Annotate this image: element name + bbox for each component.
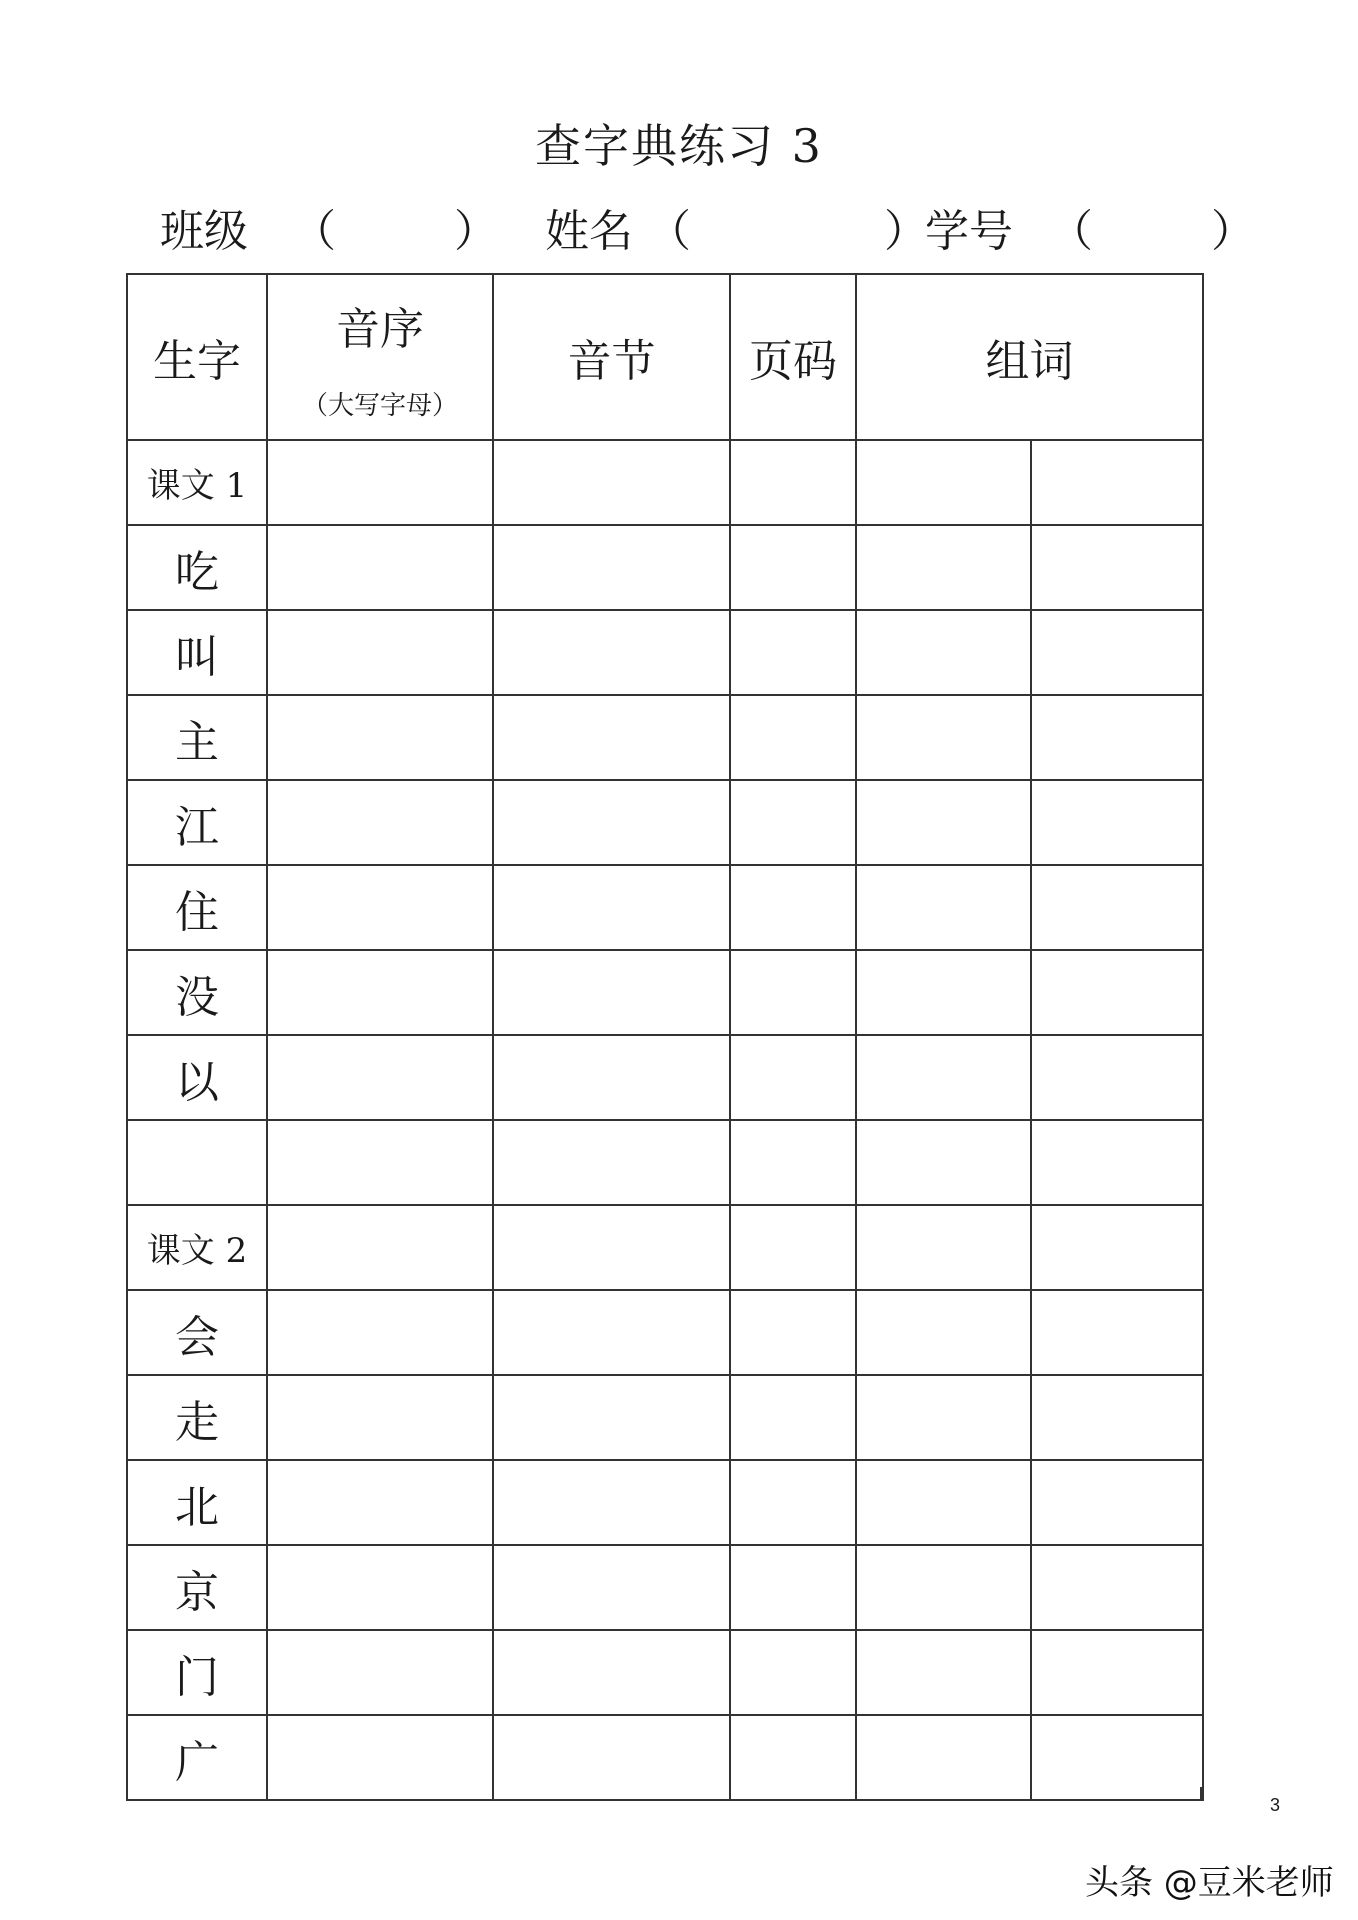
table-row xyxy=(127,525,1203,610)
worksheet-title: 查字典练习 3 xyxy=(535,119,823,173)
order-input-cell[interactable] xyxy=(267,440,493,525)
word-input-cell-2[interactable] xyxy=(1031,1205,1203,1290)
character-cell: 门 xyxy=(127,1630,267,1715)
word-input-cell-2[interactable] xyxy=(1031,440,1203,525)
page-input-cell[interactable] xyxy=(730,865,856,950)
page-input-cell[interactable] xyxy=(730,1375,856,1460)
table-row xyxy=(127,610,1203,695)
class-field xyxy=(160,195,498,259)
word-input-cell-1[interactable] xyxy=(856,865,1031,950)
character-cell xyxy=(127,1120,267,1205)
character-cell: 叫 xyxy=(127,610,267,695)
page-input-cell[interactable] xyxy=(730,1630,856,1715)
word-input-cell-1[interactable] xyxy=(856,525,1031,610)
page-input-cell[interactable] xyxy=(730,1035,856,1120)
syllable-input-cell[interactable] xyxy=(493,1460,730,1545)
page-input-cell[interactable] xyxy=(730,780,856,865)
number-label: 学号 xyxy=(925,206,1013,257)
word-input-cell-2[interactable] xyxy=(1031,525,1203,610)
syllable-input-cell[interactable] xyxy=(493,780,730,865)
table-row xyxy=(127,1120,1203,1205)
word-input-cell-1[interactable] xyxy=(856,1630,1031,1715)
lesson-label-cell: 课文 2 xyxy=(127,1205,267,1290)
page-input-cell[interactable] xyxy=(730,440,856,525)
table-row xyxy=(127,950,1203,1035)
word-input-cell-1[interactable] xyxy=(856,1290,1031,1375)
page-input-cell[interactable] xyxy=(730,695,856,780)
word-input-cell-1[interactable] xyxy=(856,780,1031,865)
order-input-cell[interactable] xyxy=(267,865,493,950)
page-input-cell[interactable] xyxy=(730,1290,856,1375)
word-input-cell-1[interactable] xyxy=(856,695,1031,780)
syllable-input-cell[interactable] xyxy=(493,695,730,780)
word-input-cell-1[interactable] xyxy=(856,1035,1031,1120)
word-input-cell-2[interactable] xyxy=(1031,1460,1203,1545)
character-cell: 吃 xyxy=(127,525,267,610)
syllable-input-cell[interactable] xyxy=(493,1290,730,1375)
order-input-cell[interactable] xyxy=(267,1290,493,1375)
syllable-input-cell[interactable] xyxy=(493,610,730,695)
table-row xyxy=(127,1630,1203,1715)
word-input-cell-1[interactable] xyxy=(856,950,1031,1035)
character-cell: 北 xyxy=(127,1460,267,1545)
table-tail-ticks xyxy=(126,1787,1202,1799)
order-input-cell[interactable] xyxy=(267,1035,493,1120)
order-input-cell[interactable] xyxy=(267,1375,493,1460)
table-row xyxy=(127,1035,1203,1120)
order-input-cell[interactable] xyxy=(267,1120,493,1205)
word-input-cell-1[interactable] xyxy=(856,610,1031,695)
word-input-cell-2[interactable] xyxy=(1031,610,1203,695)
word-input-cell-1[interactable] xyxy=(856,1205,1031,1290)
character-cell: 没 xyxy=(127,950,267,1035)
word-input-cell-1[interactable] xyxy=(856,1375,1031,1460)
word-input-cell-2[interactable] xyxy=(1031,1120,1203,1205)
page-input-cell[interactable] xyxy=(730,950,856,1035)
page-input-cell[interactable] xyxy=(730,1120,856,1205)
word-input-cell-2[interactable] xyxy=(1031,1630,1203,1715)
name-field xyxy=(545,195,928,259)
page-input-cell[interactable] xyxy=(730,525,856,610)
word-input-cell-2[interactable] xyxy=(1031,1035,1203,1120)
watermark: 头条 @豆米老师 xyxy=(1085,1863,1334,1903)
character-cell: 会 xyxy=(127,1290,267,1375)
word-input-cell-1[interactable] xyxy=(856,1460,1031,1545)
header-order-note: （大写字母） xyxy=(301,390,458,421)
syllable-input-cell[interactable] xyxy=(493,1035,730,1120)
header-order: 音序 （大写字母） xyxy=(267,274,493,440)
syllable-input-cell[interactable] xyxy=(493,440,730,525)
order-input-cell[interactable] xyxy=(267,1545,493,1630)
syllable-input-cell[interactable] xyxy=(493,1205,730,1290)
word-input-cell-2[interactable] xyxy=(1031,695,1203,780)
page-input-cell[interactable] xyxy=(730,1205,856,1290)
class-open-paren: （ xyxy=(292,206,336,257)
table-row xyxy=(127,695,1203,780)
syllable-input-cell[interactable] xyxy=(493,1545,730,1630)
table-row xyxy=(127,1460,1203,1545)
table-header-row xyxy=(127,274,1203,440)
word-input-cell-2[interactable] xyxy=(1031,1290,1203,1375)
header-page: 页码 xyxy=(730,274,856,440)
word-input-cell-2[interactable] xyxy=(1031,865,1203,950)
syllable-input-cell[interactable] xyxy=(493,1375,730,1460)
table-row xyxy=(127,780,1203,865)
word-input-cell-2[interactable] xyxy=(1031,950,1203,1035)
page-input-cell[interactable] xyxy=(730,1460,856,1545)
page-input-cell[interactable] xyxy=(730,610,856,695)
word-input-cell-2[interactable] xyxy=(1031,780,1203,865)
syllable-input-cell[interactable] xyxy=(493,950,730,1035)
word-input-cell-2[interactable] xyxy=(1031,1545,1203,1630)
name-open-paren: （ xyxy=(647,206,691,257)
table-row xyxy=(127,1205,1203,1290)
student-info-row xyxy=(160,195,1255,257)
name-label: 姓名 xyxy=(545,206,633,257)
syllable-input-cell[interactable] xyxy=(493,525,730,610)
character-cell: 京 xyxy=(127,1545,267,1630)
order-input-cell[interactable] xyxy=(267,610,493,695)
class-close-paren: ） xyxy=(454,206,498,257)
character-cell: 主 xyxy=(127,695,267,780)
character-cell: 广 xyxy=(127,1715,267,1800)
table-row xyxy=(127,1545,1203,1630)
lesson-label-cell: 课文 1 xyxy=(127,440,267,525)
page-input-cell[interactable] xyxy=(730,1545,856,1630)
order-input-cell[interactable] xyxy=(267,1205,493,1290)
number-close-paren: ） xyxy=(1211,206,1255,257)
character-cell: 以 xyxy=(127,1035,267,1120)
number-field xyxy=(925,195,1255,259)
header-char: 生字 xyxy=(127,274,267,440)
order-input-cell[interactable] xyxy=(267,950,493,1035)
header-syllable: 音节 xyxy=(493,274,730,440)
syllable-input-cell[interactable] xyxy=(493,1120,730,1205)
table-row xyxy=(127,1290,1203,1375)
syllable-input-cell[interactable] xyxy=(493,865,730,950)
word-input-cell-1[interactable] xyxy=(856,440,1031,525)
order-input-cell[interactable] xyxy=(267,695,493,780)
class-label: 班级 xyxy=(160,206,248,257)
table-row xyxy=(127,865,1203,950)
page-number: 3 xyxy=(1270,1795,1281,1815)
header-words: 组词 xyxy=(856,274,1203,440)
table-row xyxy=(127,440,1203,525)
word-input-cell-1[interactable] xyxy=(856,1120,1031,1205)
order-input-cell[interactable] xyxy=(267,780,493,865)
order-input-cell[interactable] xyxy=(267,1630,493,1715)
character-cell: 走 xyxy=(127,1375,267,1460)
syllable-input-cell[interactable] xyxy=(493,1630,730,1715)
word-input-cell-2[interactable] xyxy=(1031,1375,1203,1460)
order-input-cell[interactable] xyxy=(267,1460,493,1545)
character-cell: 住 xyxy=(127,865,267,950)
table-row xyxy=(127,1375,1203,1460)
character-cell: 江 xyxy=(127,780,267,865)
order-input-cell[interactable] xyxy=(267,525,493,610)
word-input-cell-1[interactable] xyxy=(856,1545,1031,1630)
number-open-paren: （ xyxy=(1049,206,1093,257)
dictionary-practice-table xyxy=(126,273,1204,1801)
name-close-paren: ） xyxy=(884,206,928,257)
